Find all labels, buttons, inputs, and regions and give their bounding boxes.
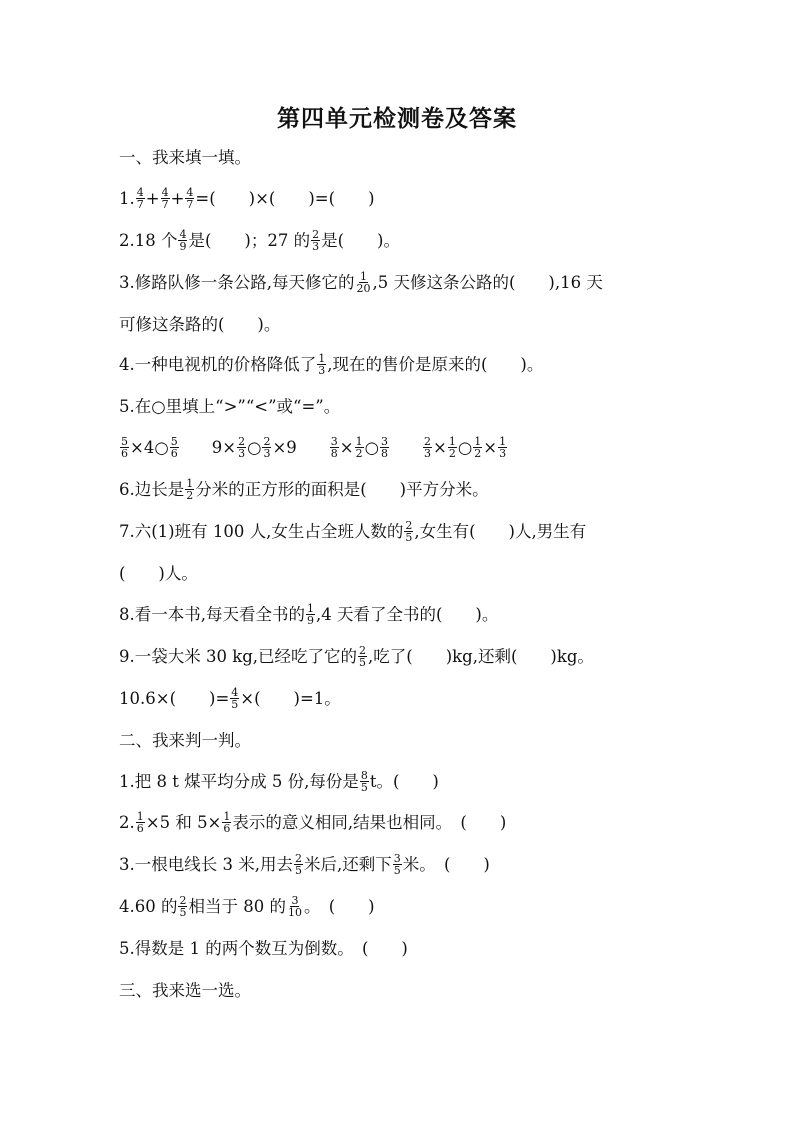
question-2-5: 5.得数是 1 的两个数互为倒数。 ( ) [119,939,408,958]
question-1-4 [119,353,689,377]
fraction: $\frac{2}{5}$ [294,852,302,877]
compare-expr-3: $\frac{3}{8}$ × $\frac{1}{2}$ ○ $\frac{3}{8}$ [330,435,389,460]
question-2-1 [119,770,689,794]
fraction: $\frac{4}{5}$ [231,686,239,711]
question-1-3 [119,271,689,295]
q-text: 2. [119,813,135,832]
fraction: $\frac{3}{5}$ [393,852,401,877]
fraction: $\frac{2}{3}$ [312,228,320,253]
question-1-6 [119,478,689,502]
fraction: $\frac{4}{7}$ [136,186,144,211]
q-text: 7.六(1)班有 100 人,女生占全班人数的 [119,522,404,541]
q-text: 米后,还剩下 [303,855,392,874]
q-text: ,4 天看了全书的( )。 [316,605,499,624]
q-text: ,女生有( )人,男生有 [414,522,587,541]
section2-heading: 二、我来判一判。 [119,731,251,750]
q-text: 分米的正方形的面积是( )平方分米。 [195,480,489,499]
q-text: 表示的意义相同,结果也相同。 ( ) [232,813,507,832]
fraction: $\frac{3}{8}$ [381,435,389,460]
question-2-3 [119,853,689,877]
fraction: $\frac{1}{2}$ [186,477,194,502]
q-text: 3.一根电线长 3 米,用去 [119,855,293,874]
q-text: 6.边长是 [119,480,185,499]
q-text: 。 ( ) [303,897,375,916]
compare-expr-1: $\frac{5}{6}$ ×4○ $\frac{5}{6}$ [121,435,178,460]
q-text: 4.一种电视机的价格降低了 [119,355,317,374]
question-1-10 [119,687,689,711]
q-text: + [145,189,160,208]
fraction: $\frac{1}{6}$ [223,810,231,835]
q-text: 4.60 的 [119,897,178,916]
q-text: 米。 ( ) [402,855,490,874]
fraction: $\frac{2}{5}$ [179,894,187,919]
fraction: $\frac{1}{3}$ [499,435,507,460]
q-text: 是( )；27 的 [188,231,311,250]
section3-heading: 三、我来选一选。 [119,981,251,1000]
fraction: $\frac{2}{3}$ [238,435,246,460]
question-1-9 [119,645,689,669]
question-1-7-cont: ( )人。 [119,564,198,583]
fraction: $\frac{1}{2}$ [355,435,363,460]
compare-expr-4: $\frac{2}{3}$ × $\frac{1}{2}$ ○ $\frac{1}{2}$ × $\frac{1}{3}$ [424,435,507,460]
q-text: =( )×( )=( ) [195,189,375,208]
fraction: $\frac{4}{9}$ [179,228,187,253]
fraction: $\frac{1}{6}$ [136,810,144,835]
q-text: 10.6×( )= [119,689,230,708]
fraction: $\frac{1}{9}$ [307,602,314,627]
q-text: 8.看一本书,每天看全书的 [119,605,305,624]
q-text: ×( )=1。 [240,689,341,708]
question-1-2 [119,229,689,253]
q-text: ,现在的售价是原来的( )。 [327,355,544,374]
fraction: $\frac{1}{2}$ [474,435,482,460]
q-text: 是( )。 [321,231,400,250]
q-text: 1.把 8 t 煤平均分成 5 份,每份是 [119,772,359,791]
q-text: ×5 和 5× [145,813,222,832]
q-text: 1. [119,189,135,208]
q-text: 相当于 80 的 [188,897,286,916]
compare-expr-2: 9× $\frac{2}{3}$ ○ $\frac{2}{3}$ ×9 [211,435,297,460]
question-1-5-items [119,436,689,460]
q-text: ,5 天修这条公路的( ),16 天 [372,273,603,292]
question-1-5: 5.在○里填上“>”“<”或“=”。 [119,397,341,416]
fraction: $\frac{2}{5}$ [359,644,367,669]
question-1-1 [119,187,689,211]
fraction: $\frac{2}{3}$ [263,435,271,460]
q-text: 9.一袋大米 30 kg,已经吃了它的 [119,647,358,666]
q-text: t。( ) [369,772,439,791]
fraction: $\frac{2}{3}$ [424,435,432,460]
fraction: $\frac{1}{3}$ [318,352,326,377]
fraction: $\frac{1}{2}$ [448,435,456,460]
fraction: $\frac{3}{10}$ [287,894,302,919]
question-1-3-cont: 可修这条路的( )。 [119,315,281,334]
fraction: $\frac{2}{5}$ [405,519,413,544]
page-title: 第四单元检测卷及答案 [277,106,517,132]
section1-heading: 一、我来填一填。 [119,148,251,167]
q-text: 2.18 个 [119,231,178,250]
fraction: $\frac{4}{7}$ [186,186,194,211]
fraction: $\frac{3}{8}$ [330,435,338,460]
fraction: $\frac{1}{20}$ [356,270,371,295]
question-1-8 [119,603,689,627]
question-2-4 [119,895,689,919]
fraction: $\frac{8}{5}$ [360,769,368,794]
q-text: 3.修路队修一条公路,每天修它的 [119,273,355,292]
fraction: $\frac{4}{7}$ [161,186,169,211]
question-2-2 [119,811,689,835]
fraction: $\frac{5}{6}$ [121,435,128,460]
fraction: $\frac{5}{6}$ [170,435,178,460]
q-text: ,吃了( )kg,还剩( )kg。 [368,647,594,666]
question-1-7 [119,520,689,544]
q-text: + [170,189,185,208]
